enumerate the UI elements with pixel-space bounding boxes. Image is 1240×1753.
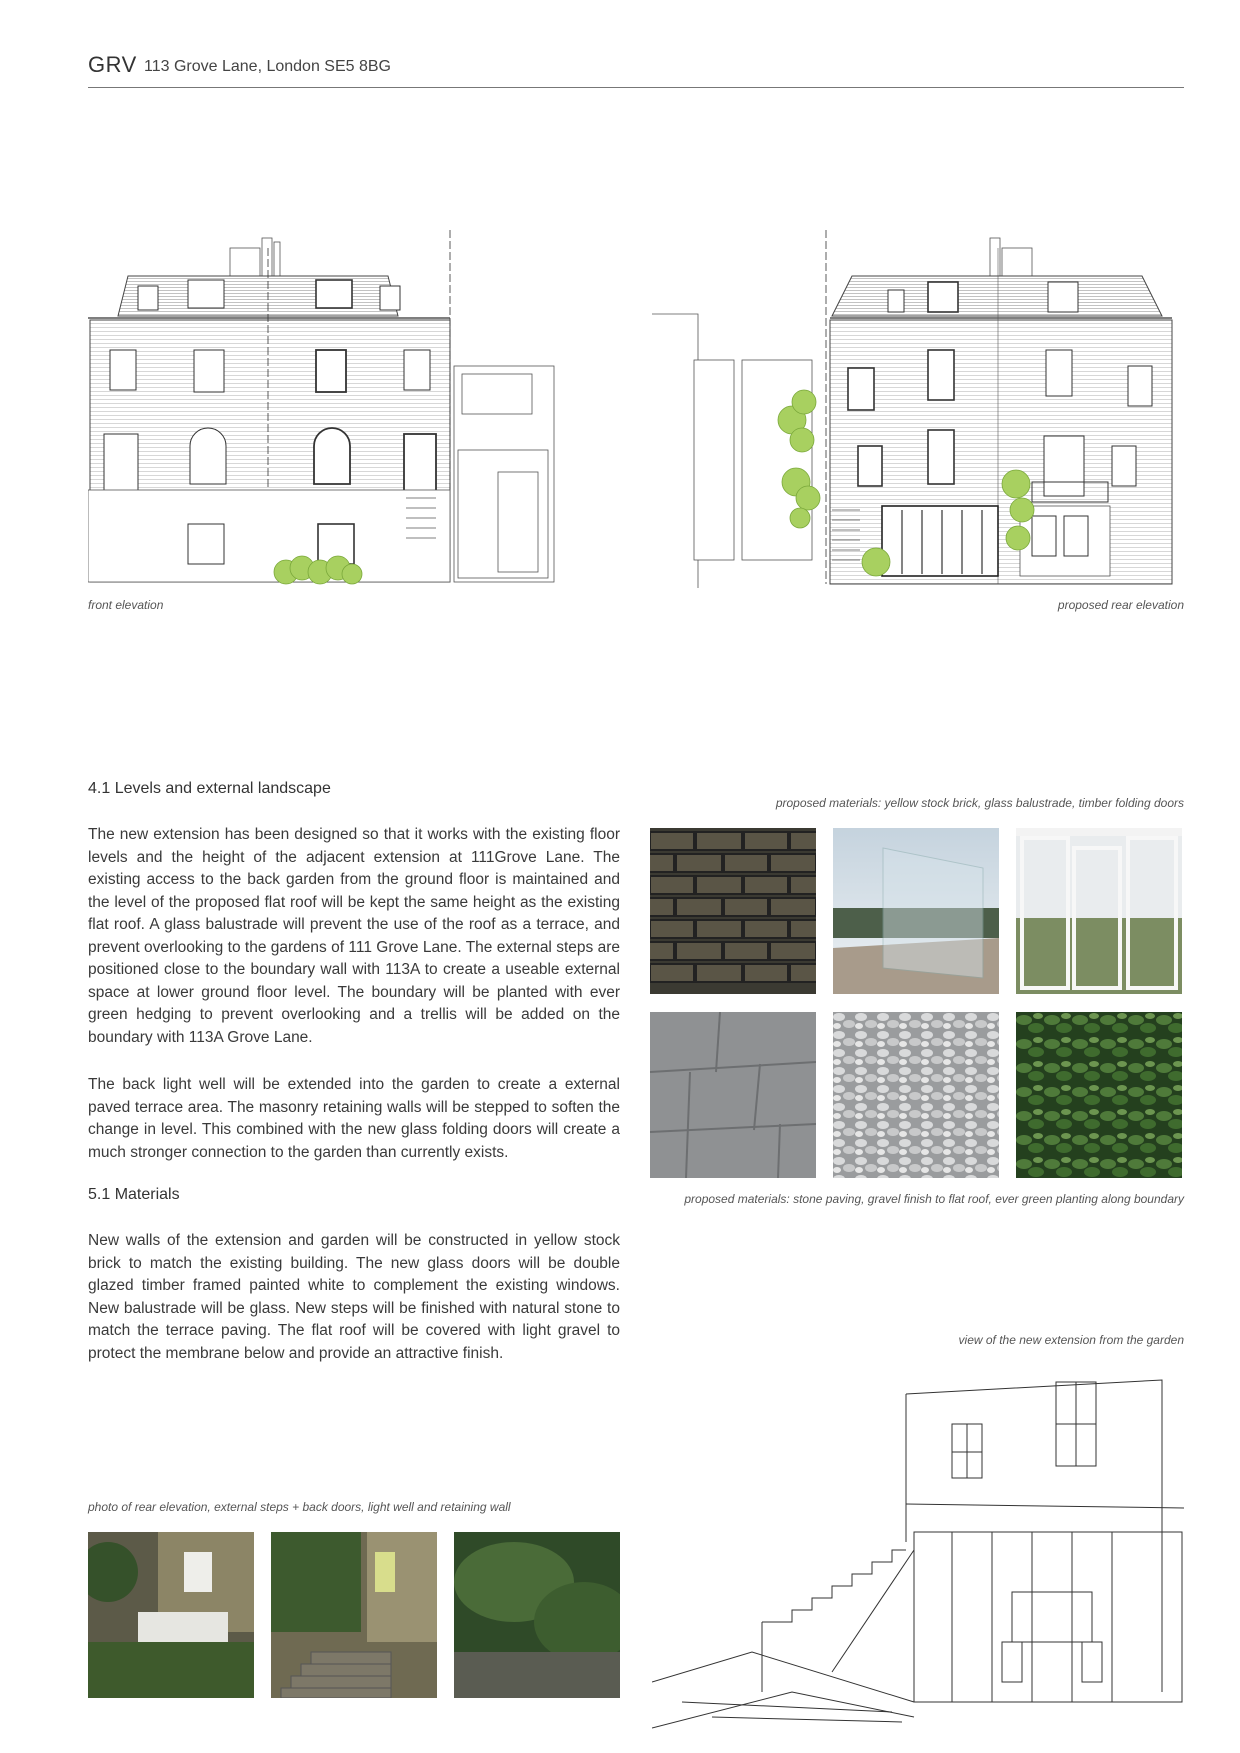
- evergreen-hedge-photo: [1016, 1012, 1182, 1178]
- section-5-1-heading: 5.1 Materials: [88, 1186, 180, 1203]
- header-address: 113 Grove Lane, London SE5 8BG: [144, 58, 391, 75]
- gravel-photo: [833, 1012, 999, 1178]
- glass-balustrade-photo: [833, 828, 999, 994]
- external-steps-photo: [271, 1532, 437, 1698]
- rear-photos-caption: photo of rear elevation, external steps + back doors, light well and retaining wall: [88, 1500, 511, 1514]
- folding-doors-photo: [1016, 828, 1182, 994]
- header-divider: [88, 87, 1184, 88]
- rear-elevation-caption: proposed rear elevation: [1057, 598, 1184, 612]
- section-5-1-paragraph: New walls of the extension and garden will be constructed in yellow stock brick to match the existing building. The new glass doors will be double glazed timber framed painted white to complement the existing windows. New balustrade will be glass. New steps will be finished with natural stone to match the terrace paving. The flat roof will be covered with light gravel to protect the membrane below and provide an attractive finish.: [88, 1232, 620, 1362]
- sketch-caption: view of the new extension from the garden: [958, 1333, 1184, 1347]
- rear-elevation-photo: [88, 1532, 254, 1698]
- materials-caption-bottom: proposed materials: stone paving, gravel finish to flat roof, ever green planting along boundary: [684, 1192, 1184, 1206]
- section-4-1-heading: 4.1 Levels and external landscape: [88, 780, 331, 797]
- extension-sketch: [652, 1372, 1184, 1732]
- section-4-1-paragraph-1: The new extension has been designed so that it works with the existing floor levels and the height of the adjacent extension at 111Grove Lane. The existing access to the back garden from the ground floor is maintained and the level of the proposed flat roof will be kept the same height as the existing flat roof. A glass balustrade will prevent the use of the roof as a terrace, and prevent overlooking to the gardens of 111 Grove Lane. The external steps are positioned close to the boundary wall with 113A to create a useable external space at lower ground floor level. The boundary will be planted with ever green hedging to prevent overlooking and a trellis will be added on the boundary with 113A Grove Lane.: [88, 826, 620, 1046]
- front-elevation-caption: front elevation: [88, 598, 164, 612]
- section-4-1-paragraph-2: The back light well will be extended into the garden to create a external paved terrace area. The masonry retaining walls will be stepped to soften the change in level. This combined with the new glass folding doors will create a much stronger connection to the garden than currently exists.: [88, 1076, 620, 1161]
- brick-sample-photo: [650, 828, 816, 994]
- stone-paving-photo: [650, 1012, 816, 1178]
- light-well-photo: [454, 1532, 620, 1698]
- rear-elevation-drawing: [652, 228, 1184, 588]
- materials-caption-top: proposed materials: yellow stock brick, glass balustrade, timber folding doors: [775, 796, 1184, 810]
- front-elevation-drawing: [88, 228, 558, 588]
- brand-logo: GRV: [88, 52, 137, 77]
